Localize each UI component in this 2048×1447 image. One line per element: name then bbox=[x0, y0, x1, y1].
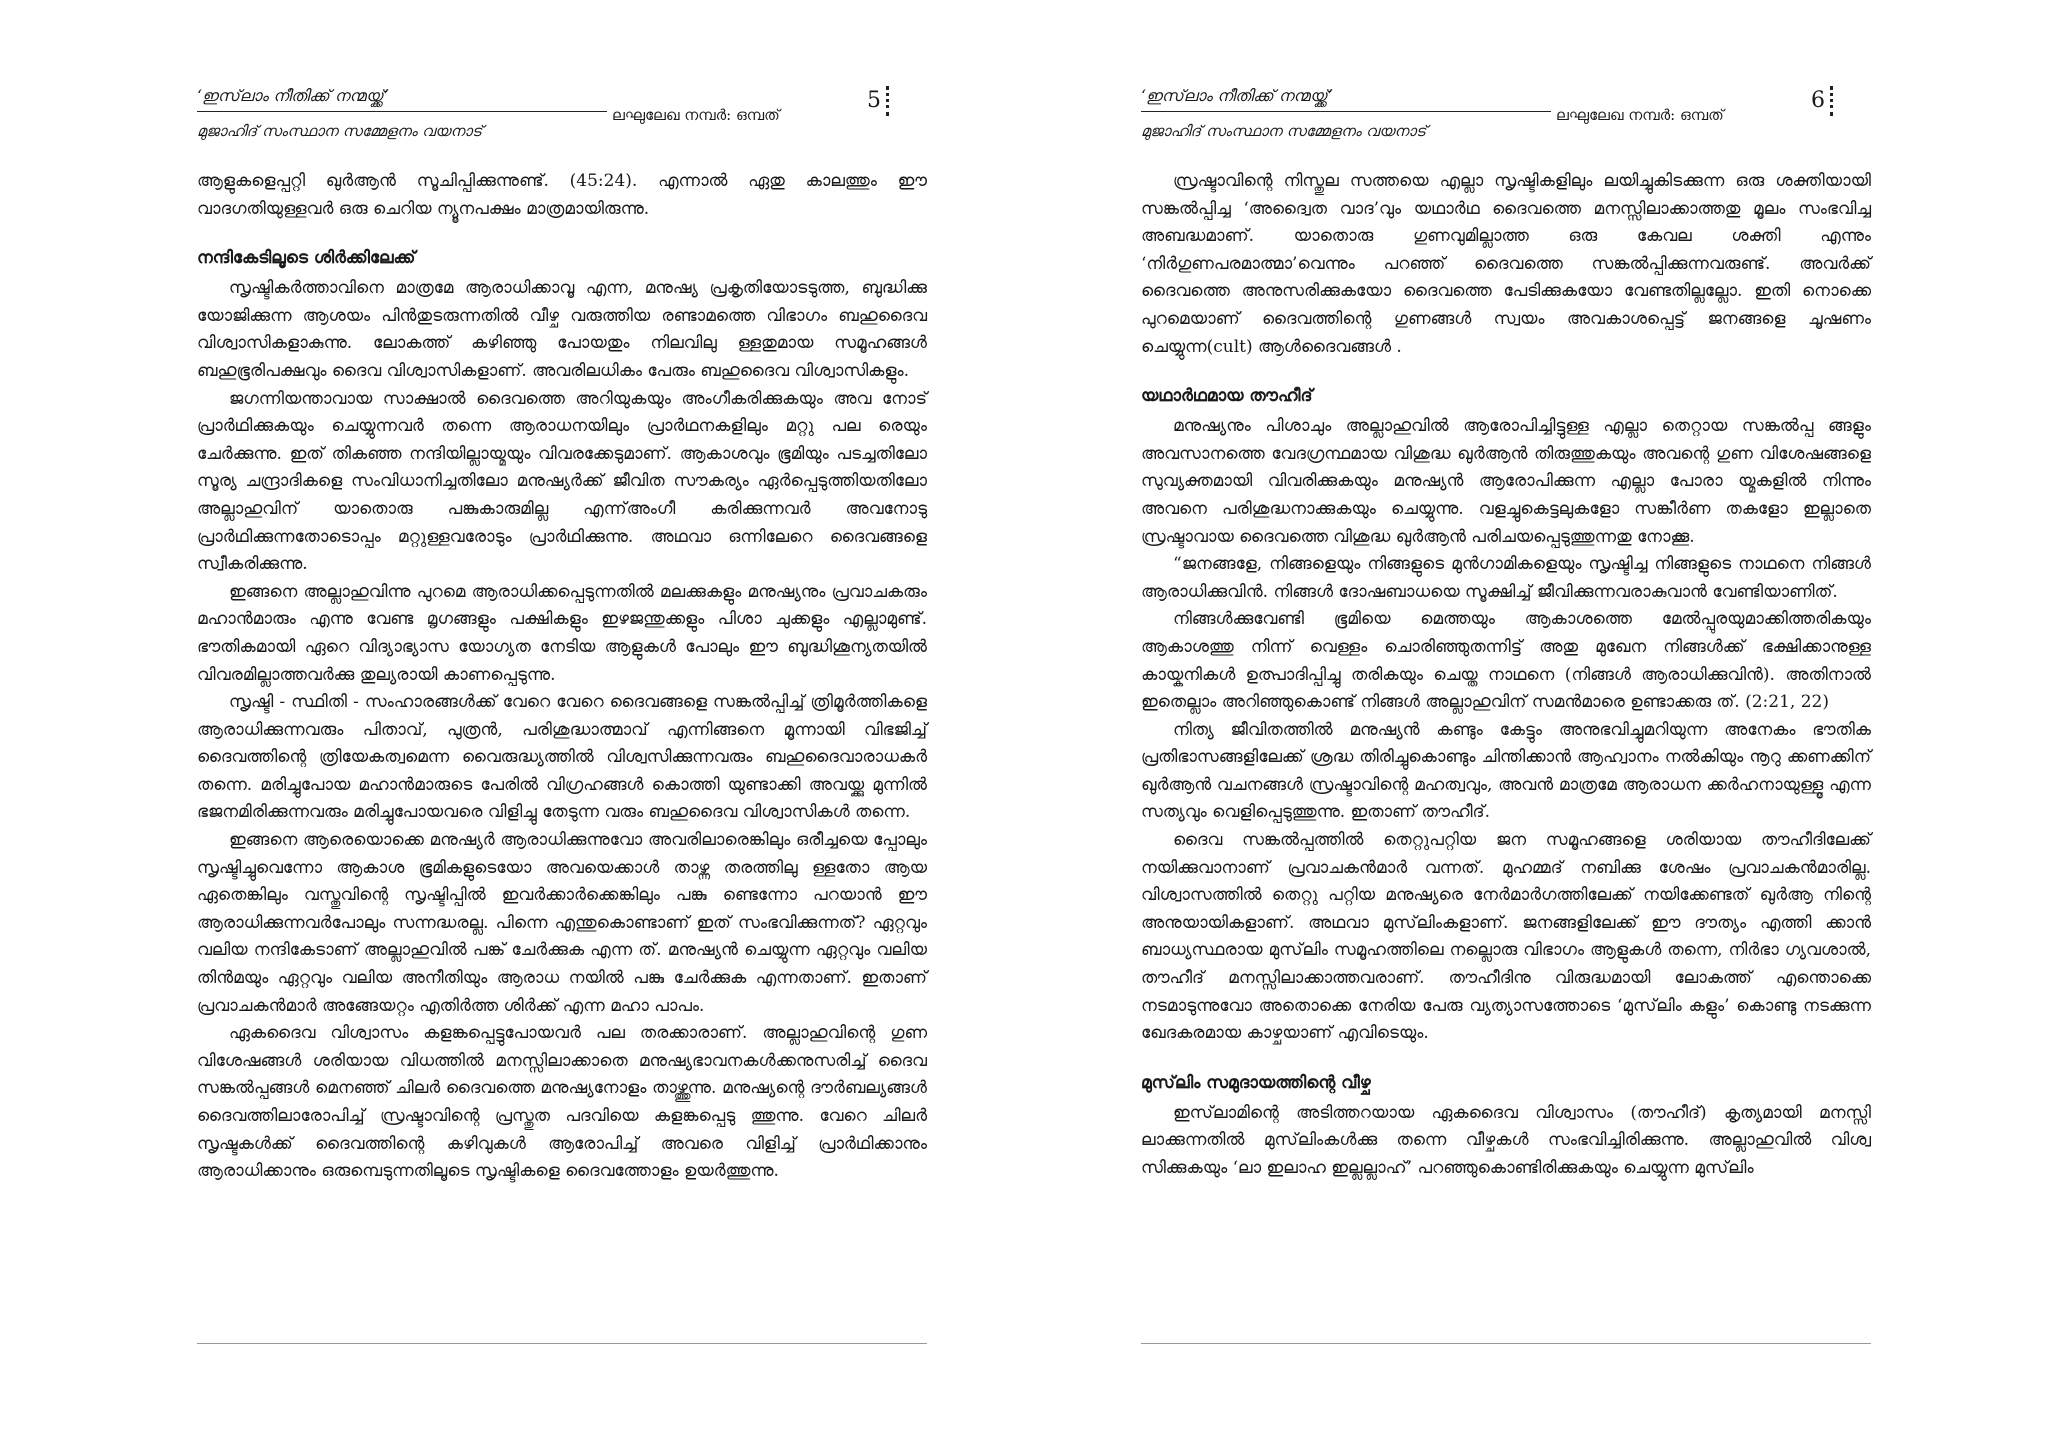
paragraph: ആളുകളെപ്പറ്റി ഖുർആൻ സൂചിപ്പിക്കുന്നുണ്ട്. (45:24). എന്നാൽ ഏതു കാലത്തും ഈ വാദഗതിയുള്ളവർ ഒരു ചെറിയ ന്യൂനപക്ഷം മാത്രമായിരുന്നു. bbox=[197, 171, 927, 219]
dotted-divider bbox=[886, 86, 889, 116]
leaflet-number: ലഘുലേഖ നമ്പർ: ഒമ്പത് bbox=[1556, 106, 1724, 124]
section-heading: യഥാർഥമായ തൗഹീദ് bbox=[1141, 386, 1313, 407]
header-title: ‘ഇസ്‌ലാം നീതിക്ക് നന്മയ്ക്ക്’ bbox=[1141, 86, 1551, 112]
page-header bbox=[1141, 86, 1871, 148]
section-heading: നന്ദികേടിലൂടെ ശിർക്കിലേക്ക് bbox=[197, 248, 416, 269]
page-number: 6 bbox=[1811, 88, 1825, 113]
paragraph: നിങ്ങൾക്കുവേണ്ടി ഭൂമിയെ മെത്തയും ആകാശത്തെ മേൽപ്പുരയുമാക്കിത്തരികയും ആകാശത്തു നിന്ന് വെള്ളം ചൊരിഞ്ഞുതന്നിട്ട് അതു മുഖേന നിങ്ങൾക്ക് ഭക്ഷിക്കാനുള്ള കായ്കനികൾ ഉത്പാദിപ്പിച്ചു തരികയും ചെയ്ത നാഥനെ (നിങ്ങൾ ആരാധിക്കുവിൻ). അതിനാൽ ഇതെല്ലാം അറിഞ്ഞുകൊണ്ട് നിങ്ങൾ അല്ലാഹുവിന് സമൻമാരെ ഉണ്ടാക്കരു ത്. (2:21, 22) bbox=[1141, 609, 1871, 713]
paragraph: നിത്യ ജീവിതത്തിൽ മനുഷ്യൻ കണ്ടും കേട്ടും അനുഭവിച്ചുമറിയുന്ന അനേകം ഭൗതിക പ്രതിഭാസങ്ങളിലേക്ക് ശ്രദ്ധ തിരിച്ചുകൊണ്ടും ചിന്തിക്കാൻ ആഹ്വാനം നൽകിയും നൂറു ക്കണക്കിന് ഖുർആൻ വചനങ്ങൾ സ്രഷ്ടാവിന്റെ മഹത്വവും, അവൻ മാത്രമേ ആരാധന ക്കർഹനായുള്ളൂ എന്ന സത്യവും വെളിപ്പെടുത്തുന്നു. ഇതാണ് തൗഹീദ്. bbox=[1141, 719, 1871, 823]
right-page bbox=[1024, 0, 2048, 1447]
page-body bbox=[197, 168, 927, 1186]
paragraph: സൃഷ്ടികർത്താവിനെ മാത്രമേ ആരാധിക്കാവൂ എന്ന, മനുഷ്യ പ്രകൃതിയോടടുത്ത, ബുദ്ധിക്കു യോജിക്കുന്ന ആശയം പിൻതുടരുന്നതിൽ വീഴ്ച വരുത്തിയ രണ്ടാമത്തെ വിഭാഗം ബഹുദൈവ വിശ്വാസികളാകുന്നു. ലോകത്ത് കഴിഞ്ഞു പോയതും നിലവിലു ള്ളതുമായ സമൂഹങ്ങൾ ബഹുഭൂരിപക്ഷവും ദൈവ വിശ്വാസികളാണ്. അവരിലധികം പേരും ബഹുദൈവ വിശ്വാസികളും. bbox=[197, 278, 927, 381]
paragraph: “ജനങ്ങളേ, നിങ്ങളെയും നിങ്ങളുടെ മുൻഗാമികളെയും സൃഷ്ടിച്ച നിങ്ങളുടെ നാഥനെ നിങ്ങൾ ആരാധിക്കുവിൻ. നിങ്ങൾ ദോഷബാധയെ സൂക്ഷിച്ച് ജീവിക്കുന്നവരാകുവാൻ വേണ്ടിയാണിത്. bbox=[1141, 554, 1871, 602]
header-title: ‘ഇസ്‌ലാം നീതിക്ക് നന്മയ്ക്ക്’ bbox=[197, 86, 607, 112]
paragraph: സൃഷ്ടി - സ്ഥിതി - സംഹാരങ്ങൾക്ക് വേറെ വേറെ ദൈവങ്ങളെ സങ്കൽപ്പിച്ച് ത്രിമൂർത്തികളെ ആരാധിക്കുന്നവരും പിതാവ്, പുത്രൻ, പരിശുദ്ധാത്മാവ് എന്നിങ്ങനെ മൂന്നായി വിഭജിച്ച് ദൈവത്തിന്റെ ത്രിയേകത്വമെന്ന വൈരുദ്ധ്യത്തിൽ വിശ്വസിക്കുന്നവരും ബഹുദൈവാരാധകർ തന്നെ. മരിച്ചുപോയ മഹാൻമാരുടെ പേരിൽ വിഗ്രഹങ്ങൾ കൊത്തി യുണ്ടാക്കി അവയ്ക്കു മുന്നിൽ ഭജനമിരിക്കുന്നവരും മരിച്ചുപോയവരെ വിളിച്ചു തേടുന്ന വരും ബഹുദൈവ വിശ്വാസികൾ തന്നെ. bbox=[197, 692, 927, 823]
paragraph: ഇങ്ങനെ ആരെയൊക്കെ മനുഷ്യർ ആരാധിക്കുന്നുവോ അവരിലാരെങ്കിലും ഒരീച്ചയെ പ്പോലും സൃഷ്ടിച്ചുവെന്നോ ആകാശ ഭൂമികളുടെയോ അവയെക്കാൾ താഴ്ന്ന തരത്തിലു ള്ളതോ ആയ ഏതെങ്കിലും വസ്തുവിന്റെ സൃഷ്ടിപ്പിൽ ഇവർക്കാർക്കെങ്കിലും പങ്കു ണ്ടെന്നോ പറയാൻ ഈ ആരാധിക്കുന്നവർപോലും സന്നദ്ധരല്ല. പിന്നെ എന്തുകൊണ്ടാണ് ഇത് സംഭവിക്കുന്നത്? ഏറ്റവും വലിയ നന്ദികേടാണ് അല്ലാഹുവിൽ പങ്ക് ചേർക്കുക എന്ന ത്. മനുഷ്യൻ ചെയ്യുന്ന ഏറ്റവും വലിയ തിൻമയും ഏറ്റവും വലിയ അനീതിയും ആരാധ നയിൽ പങ്കു ചേർക്കുക എന്നതാണ്. ഇതാണ് പ്രവാചകൻമാർ അങ്ങേയറ്റം എതിർത്ത ശിർക്ക് എന്ന മഹാ പാപം. bbox=[197, 830, 927, 1016]
paragraph: സ്രഷ്ടാവിന്റെ നിസ്തുല സത്തയെ എല്ലാ സൃഷ്ടികളിലും ലയിച്ചുകിടക്കുന്ന ഒരു ശക്തിയായി സങ്കൽപ്പിച്ച ‘അദ്വൈത വാദ’വും യഥാർഥ ദൈവത്തെ മനസ്സിലാക്കാത്തതു മൂലം സംഭവിച്ച അബദ്ധമാണ്. യാതൊരു ഗുണവുമില്ലാത്ത ഒരു കേവല ശക്തി എന്നും ‘നിർഗുണപരമാത്മാ’വെന്നും പറഞ്ഞ് ദൈവത്തെ സങ്കൽപ്പിക്കുന്നവരുണ്ട്. അവർക്ക് ദൈവത്തെ അനുസരിക്കുകയോ ദൈവത്തെ പേടിക്കുകയോ വേണ്ടതില്ലല്ലോ. ഇതി നൊക്കെ പുറമെയാണ് ദൈവത്തിന്റെ ഗുണങ്ങൾ സ്വയം അവകാശപ്പെട്ട് ജനങ്ങളെ ചൂഷണം ചെയ്യുന്ന(cult) ആൾദൈവങ്ങൾ . bbox=[1141, 171, 1871, 357]
page-header bbox=[197, 86, 927, 148]
header-subtitle: മുജാഹിദ് സംസ്ഥാന സമ്മേളനം വയനാട് bbox=[197, 122, 483, 140]
section-heading: മുസ്‌ലിം സമുദായത്തിന്റെ വീഴ്ച bbox=[1141, 1072, 1371, 1093]
dotted-divider bbox=[1830, 86, 1833, 116]
page-body bbox=[1141, 168, 1871, 1183]
leaflet-number: ലഘുലേഖ നമ്പർ: ഒമ്പത് bbox=[612, 106, 780, 124]
footer-rule bbox=[197, 1343, 927, 1344]
paragraph: ജഗന്നിയന്താവായ സാക്ഷാൽ ദൈവത്തെ അറിയുകയും അംഗീകരിക്കുകയും അവ നോട് പ്രാർഥിക്കുകയും ചെയ്യുന്നവർ തന്നെ ആരാധനയിലും പ്രാർഥനകളിലും മറ്റു പല രെയും ചേർക്കുന്നു. ഇത് തികഞ്ഞ നന്ദിയില്ലായ്മയും വിവരക്കേടുമാണ്. ആകാശവും ഭൂമിയും പടച്ചതിലോ സൂര്യ ചന്ദ്രാദികളെ സംവിധാനിച്ചതിലോ മനുഷ്യർക്ക് ജീവിത സൗകര്യം ഏർപ്പെടുത്തിയതിലോ അല്ലാഹുവിന് യാതൊരു പങ്കുകാരുമില്ല എന്ന്അംഗീ കരിക്കുന്നവർ അവനോടു പ്രാർഥിക്കുന്നതോടൊപ്പം മറ്റുള്ളവരോടും പ്രാർഥിക്കുന്നു. അഥവാ ഒന്നിലേറെ ദൈവങ്ങളെ സ്വീകരിക്കുന്നു. bbox=[197, 388, 927, 575]
paragraph: ഏകദൈവ വിശ്വാസം കളങ്കപ്പെട്ടുപോയവർ പല തരക്കാരാണ്. അല്ലാഹുവിന്റെ ഗുണ വിശേഷങ്ങൾ ശരിയായ വിധത്തിൽ മനസ്സിലാക്കാതെ മനുഷ്യഭാവനകൾക്കനുസരിച്ച് ദൈവ സങ്കൽപ്പങ്ങൾ മെനഞ്ഞ് ചിലർ ദൈവത്തെ മനുഷ്യനോളം താഴ്ത്തുന്നു. മനുഷ്യന്റെ ദൗർബല്യങ്ങൾ ദൈവത്തിലാരോപിച്ച് സ്രഷ്ടാവിന്റെ പ്രസ്തുത പദവിയെ കളങ്കപ്പെടു ത്തുന്നു. വേറെ ചിലർ സൃഷ്ടകൾക്ക് ദൈവത്തിന്റെ കഴിവുകൾ ആരോപിച്ച് അവരെ വിളിച്ച് പ്രാർഥിക്കാനും ആരാധിക്കാനും ഒരുമ്പെടുന്നതിലൂടെ സൃഷ്ടികളെ ദൈവത്തോളം ഉയർത്തുന്നു. bbox=[197, 1023, 927, 1182]
paragraph: ഇങ്ങനെ അല്ലാഹുവിന്നു പുറമെ ആരാധിക്കപ്പെടുന്നതിൽ മലക്കുകളും മനുഷ്യനും പ്രവാചകരും മഹാൻമാരും എന്നു വേണ്ട മൃഗങ്ങളും പക്ഷികളും ഇഴജന്തുക്കളും പിശാ ചുക്കളും എല്ലാമുണ്ട്. ഭൗതികമായി ഏറെ വിദ്യാഭ്യാസ യോഗ്യത നേടിയ ആളുകൾ പോലും ഈ ബുദ്ധിശൂന്യതയിൽ വിവരമില്ലാത്തവർക്കു തുല്യരായി കാണപ്പെടുന്നു. bbox=[197, 581, 927, 685]
paragraph: മനുഷ്യനും പിശാചും അല്ലാഹുവിൽ ആരോപിച്ചിട്ടുള്ള എല്ലാ തെറ്റായ സങ്കൽപ്പ ങ്ങളും അവസാനത്തെ വേദഗ്രന്ഥമായ വിശുദ്ധ ഖുർആൻ തിരുത്തുകയും അവന്റെ ഗുണ വിശേഷങ്ങളെ സുവ്യക്തമായി വിവരിക്കുകയും മനുഷ്യൻ ആരോപിക്കുന്ന എല്ലാ പോരാ യ്മകളിൽ നിന്നും അവനെ പരിശുദ്ധനാക്കുകയും ചെയ്യുന്നു. വളച്ചുകെട്ടലുകളോ സങ്കീർണ തകളോ ഇല്ലാതെ സ്രഷ്ടാവായ ദൈവത്തെ വിശുദ്ധ ഖുർആൻ പരിചയപ്പെടുത്തുന്നതു നോക്കൂ. bbox=[1141, 416, 1871, 547]
paragraph: ഇസ്‌ലാമിന്റെ അടിത്തറയായ ഏകദൈവ വിശ്വാസം (തൗഹീദ്) കൃത്യമായി മനസ്സി ലാക്കുന്നതിൽ മുസ്‌ലിംകൾക്കു തന്നെ വീഴ്ചകൾ സംഭവിച്ചിരിക്കുന്നു. അല്ലാഹുവിൽ വിശ്വ സിക്കുകയും ‘ലാ ഇലാഹ ഇല്ലല്ലാഹ്’ പറഞ്ഞുകൊണ്ടിരിക്കുകയും ചെയ്യുന്ന മുസ്‌ലിം bbox=[1141, 1102, 1871, 1178]
page-number: 5 bbox=[867, 88, 881, 113]
paragraph: ദൈവ സങ്കൽപ്പത്തിൽ തെറ്റുപറ്റിയ ജന സമൂഹങ്ങളെ ശരിയായ തൗഹീദിലേക്ക് നയിക്കുവാനാണ് പ്രവാചകൻമാർ വന്നത്. മുഹമ്മദ് നബിക്കു ശേഷം പ്രവാചകൻമാരില്ല. വിശ്വാസത്തിൽ തെറ്റു പറ്റിയ മനുഷ്യരെ നേർമാർഗത്തിലേക്ക് നയിക്കേണ്ടത് ഖുർആ നിന്റെ അനുയായികളാണ്. അഥവാ മുസ്‌ലിംകളാണ്. ജനങ്ങളിലേക്ക് ഈ ദൗത്യം എത്തി ക്കാൻ ബാധ്യസ്ഥരായ മുസ്‌ലിം സമൂഹത്തിലെ നല്ലൊരു വിഭാഗം ആളുകൾ തന്നെ, നിർഭാ ഗ്യവശാൽ, തൗഹീദ് മനസ്സിലാക്കാത്തവരാണ്. തൗഹീദിനു വിരുദ്ധമായി ലോകത്ത് എന്തൊക്കെ നടമാടുന്നുവോ അതൊക്കെ നേരിയ പേരു വ്യത്യാസത്തോടെ ‘മുസ്‌ലിം കളും’ കൊണ്ടു നടക്കുന്ന ഖേദകരമായ കാഴ്ചയാണ് എവിടെയും. bbox=[1141, 830, 1871, 1044]
footer-rule bbox=[1141, 1343, 1871, 1344]
header-subtitle: മുജാഹിദ് സംസ്ഥാന സമ്മേളനം വയനാട് bbox=[1141, 122, 1427, 140]
